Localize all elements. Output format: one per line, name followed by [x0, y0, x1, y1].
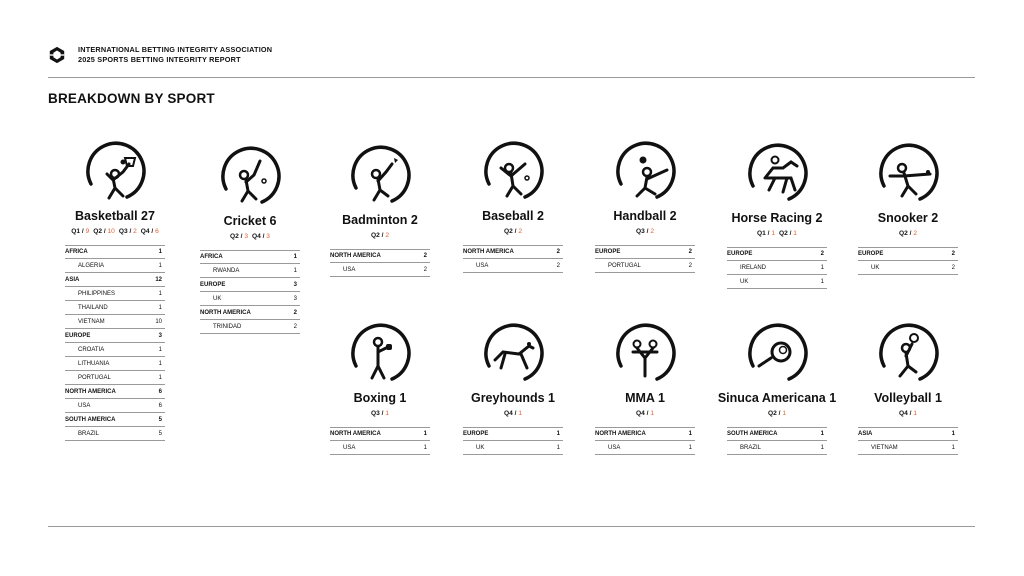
quarter-item: Q2 / 10	[93, 228, 115, 235]
country-row	[200, 320, 300, 334]
region-row	[200, 306, 300, 320]
country-name: USA	[476, 262, 489, 269]
country-count: 1	[951, 444, 955, 451]
region-row	[595, 245, 695, 259]
country-row	[858, 261, 958, 275]
country-count: 1	[820, 278, 824, 285]
quarter-item: Q2 / 2	[899, 230, 917, 237]
country-count: 1	[820, 264, 824, 271]
quarter-label: Q1	[757, 230, 766, 237]
country-row	[727, 261, 827, 275]
sport-title: Volleyball 1	[874, 391, 942, 405]
quarter-count: 2	[913, 230, 917, 237]
sport-card-cricket	[190, 145, 310, 334]
country-name: BRAZIL	[78, 430, 100, 437]
greyhounds-icon	[481, 322, 545, 386]
region-count: 6	[158, 388, 162, 395]
country-count: 1	[158, 360, 162, 367]
region-name: NORTH AMERICA	[330, 431, 381, 437]
quarter-breakdown	[190, 233, 310, 240]
quarter-label: Q2	[504, 228, 513, 235]
country-name: PORTUGAL	[78, 374, 111, 381]
quarter-breakdown	[585, 228, 705, 235]
quarter-count: 2	[518, 228, 522, 235]
volleyball-icon	[876, 322, 940, 386]
boxing-icon	[348, 322, 412, 386]
sport-card-baseball	[453, 140, 573, 273]
quarter-count: 10	[107, 228, 115, 235]
quarter-label: Q2	[93, 228, 102, 235]
region-row	[330, 427, 430, 441]
region-table	[727, 427, 827, 455]
region-count: 1	[556, 431, 560, 437]
sport-card-sinuca-americana	[717, 322, 837, 455]
region-row	[858, 247, 958, 261]
quarter-item: Q4 / 1	[636, 410, 654, 417]
region-name: AFRICA	[200, 254, 223, 260]
country-count: 1	[158, 290, 162, 297]
quarter-breakdown	[55, 228, 175, 235]
country-count: 1	[556, 444, 560, 451]
region-count: 1	[820, 431, 824, 437]
region-table	[200, 250, 300, 334]
quarter-breakdown	[717, 230, 837, 237]
quarter-breakdown	[453, 410, 573, 417]
badminton-icon	[348, 144, 412, 208]
quarter-count: 1	[385, 410, 389, 417]
region-count: 1	[158, 249, 162, 255]
region-row	[727, 247, 827, 261]
cricket-icon	[218, 145, 282, 209]
sport-title: Sinuca Americana 1	[717, 391, 837, 405]
country-row	[65, 287, 165, 301]
country-row	[463, 441, 563, 455]
country-name: UK	[740, 278, 749, 285]
country-name: UK	[213, 295, 222, 302]
country-name: USA	[78, 402, 91, 409]
region-name: EUROPE	[65, 332, 91, 339]
org-name	[78, 45, 272, 65]
sport-title: Basketball 27	[75, 209, 155, 223]
region-table	[330, 249, 430, 277]
region-count: 2	[423, 253, 427, 259]
country-name: IRELAND	[740, 264, 767, 271]
quarter-count: 1	[782, 410, 786, 417]
region-table	[65, 245, 165, 441]
region-table	[463, 427, 563, 455]
quarter-item: Q2 / 1	[779, 230, 797, 237]
region-name: ASIA	[65, 276, 80, 283]
quarter-label: Q3	[636, 228, 645, 235]
country-row	[727, 275, 827, 289]
quarter-label: Q4	[636, 410, 645, 417]
region-table	[727, 247, 827, 289]
country-name: USA	[343, 266, 356, 273]
country-row	[65, 301, 165, 315]
quarter-item: Q4 / 1	[899, 410, 917, 417]
region-table	[858, 427, 958, 455]
region-count: 1	[951, 431, 955, 437]
sport-title: Badminton 2	[342, 213, 418, 227]
region-name: NORTH AMERICA	[463, 249, 514, 255]
region-count: 2	[688, 249, 692, 255]
country-row	[595, 259, 695, 273]
region-row	[65, 329, 165, 343]
quarter-item: Q4 / 6	[140, 228, 159, 235]
region-row	[200, 278, 300, 292]
quarter-label: Q4	[140, 228, 150, 235]
region-row	[330, 249, 430, 263]
org-line-1: INTERNATIONAL BETTING INTEGRITY ASSOCIATION	[78, 45, 273, 54]
sport-card-snooker	[848, 142, 968, 275]
country-name: UK	[871, 264, 880, 271]
country-count: 6	[158, 402, 162, 409]
sport-card-badminton	[320, 144, 440, 277]
quarter-item: Q3 / 2	[636, 228, 654, 235]
region-name: NORTH AMERICA	[330, 253, 381, 259]
country-count: 2	[293, 323, 297, 330]
region-count: 1	[423, 431, 427, 437]
region-name: SOUTH AMERICA	[65, 416, 116, 423]
region-name: EUROPE	[463, 431, 489, 437]
country-name: LITHUANIA	[78, 360, 110, 367]
quarter-count: 9	[85, 228, 90, 235]
quarter-item: Q2 / 3	[230, 233, 248, 240]
country-row	[65, 259, 165, 273]
sport-card-handball	[585, 140, 705, 273]
region-name: EUROPE	[858, 251, 884, 257]
region-name: EUROPE	[595, 249, 621, 255]
quarter-label: Q2	[899, 230, 908, 237]
region-row	[65, 413, 165, 427]
quarter-count: 3	[266, 233, 270, 240]
ibia-logo-icon	[48, 46, 66, 64]
quarter-count: 2	[650, 228, 654, 235]
country-name: VIETNAM	[78, 318, 105, 325]
sport-title: Snooker 2	[877, 211, 939, 225]
sport-title: Baseball 2	[482, 209, 544, 223]
mma-icon	[613, 322, 677, 386]
country-name: PHILIPPINES	[78, 290, 116, 297]
country-count: 2	[688, 262, 692, 269]
country-row	[65, 343, 165, 357]
quarter-breakdown	[848, 230, 968, 237]
region-count: 2	[820, 251, 824, 257]
region-count: 2	[951, 251, 955, 257]
quarter-item: Q4 / 3	[252, 233, 270, 240]
region-table	[858, 247, 958, 275]
sport-title: MMA 1	[625, 391, 665, 405]
country-name: USA	[343, 444, 356, 451]
quarter-count: 1	[793, 230, 797, 237]
basketball-icon	[83, 140, 147, 204]
region-row	[595, 427, 695, 441]
region-name: EUROPE	[200, 281, 226, 288]
region-count: 5	[158, 416, 162, 423]
country-row	[330, 263, 430, 277]
region-count: 3	[293, 281, 297, 288]
quarter-breakdown	[717, 410, 837, 417]
region-table	[595, 245, 695, 273]
country-row	[65, 315, 165, 329]
country-name: RWANDA	[213, 267, 240, 274]
region-table	[595, 427, 695, 455]
country-name: CROATIA	[78, 346, 105, 353]
quarter-count: 2	[133, 228, 137, 235]
region-name: EUROPE	[727, 251, 753, 257]
quarter-item: Q4 / 1	[504, 410, 522, 417]
country-row	[330, 441, 430, 455]
region-row	[65, 385, 165, 399]
footer-divider	[48, 526, 975, 527]
quarter-count: 1	[913, 410, 917, 417]
quarter-count: 1	[771, 230, 775, 237]
region-name: SOUTH AMERICA	[727, 431, 778, 437]
country-count: 1	[158, 304, 162, 311]
quarter-breakdown	[320, 410, 440, 417]
quarter-item: Q2 / 2	[504, 228, 522, 235]
quarter-breakdown	[585, 410, 705, 417]
country-name: PORTUGAL	[608, 262, 641, 269]
quarter-label: Q2	[371, 232, 380, 239]
region-row	[858, 427, 958, 441]
region-name: NORTH AMERICA	[200, 309, 251, 316]
country-name: USA	[608, 444, 621, 451]
quarter-item: Q3 / 1	[371, 410, 389, 417]
country-name: TRINIDAD	[213, 323, 242, 330]
quarter-item: Q2 / 1	[768, 410, 786, 417]
quarter-breakdown	[848, 410, 968, 417]
handball-icon	[613, 140, 677, 204]
region-row	[463, 427, 563, 441]
region-row	[65, 245, 165, 259]
quarter-count: 6	[155, 228, 159, 235]
org-line-2: 2025 SPORTS BETTING INTEGRITY REPORT	[78, 55, 241, 64]
sport-card-greyhounds	[453, 322, 573, 455]
quarter-count: 1	[650, 410, 654, 417]
report-header	[48, 45, 272, 65]
country-count: 2	[556, 262, 560, 269]
quarter-label: Q2	[779, 230, 788, 237]
sport-title: Boxing 1	[353, 391, 407, 405]
country-count: 1	[820, 444, 824, 451]
country-row	[727, 441, 827, 455]
sport-card-volleyball	[848, 322, 968, 455]
quarter-label: Q2	[768, 410, 777, 417]
country-name: THAILAND	[78, 304, 108, 311]
sport-title: Greyhounds 1	[470, 391, 556, 405]
region-count: 1	[293, 254, 297, 260]
country-row	[858, 441, 958, 455]
quarter-count: 3	[244, 233, 248, 240]
country-row	[463, 259, 563, 273]
sinuca-icon	[745, 322, 809, 386]
country-name: UK	[476, 444, 485, 451]
country-row	[65, 371, 165, 385]
country-count: 1	[688, 444, 692, 451]
region-table	[330, 427, 430, 455]
country-name: VIETNAM	[871, 444, 898, 451]
quarter-label: Q3	[371, 410, 380, 417]
country-name: BRAZIL	[740, 444, 762, 451]
quarter-count: 2	[385, 232, 389, 239]
quarter-label: Q4	[504, 410, 513, 417]
region-count: 12	[155, 276, 162, 283]
sport-card-basketball	[55, 140, 175, 441]
region-name: NORTH AMERICA	[65, 388, 116, 395]
region-row	[463, 245, 563, 259]
region-count: 2	[293, 309, 297, 316]
snooker-icon	[876, 142, 940, 206]
quarter-label: Q3	[118, 228, 128, 235]
quarter-label: Q4	[252, 233, 261, 240]
country-row	[200, 264, 300, 278]
country-count: 1	[158, 374, 162, 381]
country-row	[65, 427, 165, 441]
quarter-breakdown	[453, 228, 573, 235]
header-divider	[48, 77, 975, 78]
country-row	[65, 357, 165, 371]
region-row	[65, 273, 165, 287]
quarter-item: Q3 / 2	[118, 228, 137, 235]
region-table	[463, 245, 563, 273]
country-count: 3	[293, 295, 297, 302]
horse-racing-icon	[745, 142, 809, 206]
sport-card-horse-racing	[717, 142, 837, 289]
country-row	[200, 292, 300, 306]
quarter-label: Q2	[230, 233, 239, 240]
country-row	[65, 399, 165, 413]
sport-title: Horse Racing 2	[731, 211, 823, 225]
quarter-item: Q2 / 2	[371, 232, 389, 239]
quarter-breakdown	[320, 232, 440, 239]
region-name: NORTH AMERICA	[595, 431, 646, 437]
region-count: 1	[688, 431, 692, 437]
country-count: 1	[293, 267, 297, 274]
country-row	[595, 441, 695, 455]
country-count: 10	[155, 318, 162, 325]
quarter-label: Q1	[71, 228, 81, 235]
country-count: 1	[158, 346, 162, 353]
country-count: 1	[158, 262, 162, 269]
quarter-item: Q1 / 9	[71, 228, 90, 235]
sport-title: Cricket 6	[223, 214, 277, 228]
sport-title: Handball 2	[613, 209, 677, 223]
page-title: BREAKDOWN BY SPORT	[48, 91, 215, 106]
quarter-item: Q1 / 1	[757, 230, 775, 237]
sport-card-boxing	[320, 322, 440, 455]
baseball-icon	[481, 140, 545, 204]
region-name: AFRICA	[65, 249, 88, 255]
sport-card-mma	[585, 322, 705, 455]
region-row	[727, 427, 827, 441]
country-name: ALGERIA	[78, 262, 105, 269]
region-name: ASIA	[858, 431, 873, 437]
quarter-label: Q4	[899, 410, 908, 417]
country-count: 5	[158, 430, 162, 437]
region-count: 2	[556, 249, 560, 255]
quarter-count: 1	[518, 410, 522, 417]
country-count: 1	[423, 444, 427, 451]
region-row	[200, 250, 300, 264]
country-count: 2	[423, 266, 427, 273]
country-count: 2	[951, 264, 955, 271]
region-count: 3	[158, 332, 162, 339]
